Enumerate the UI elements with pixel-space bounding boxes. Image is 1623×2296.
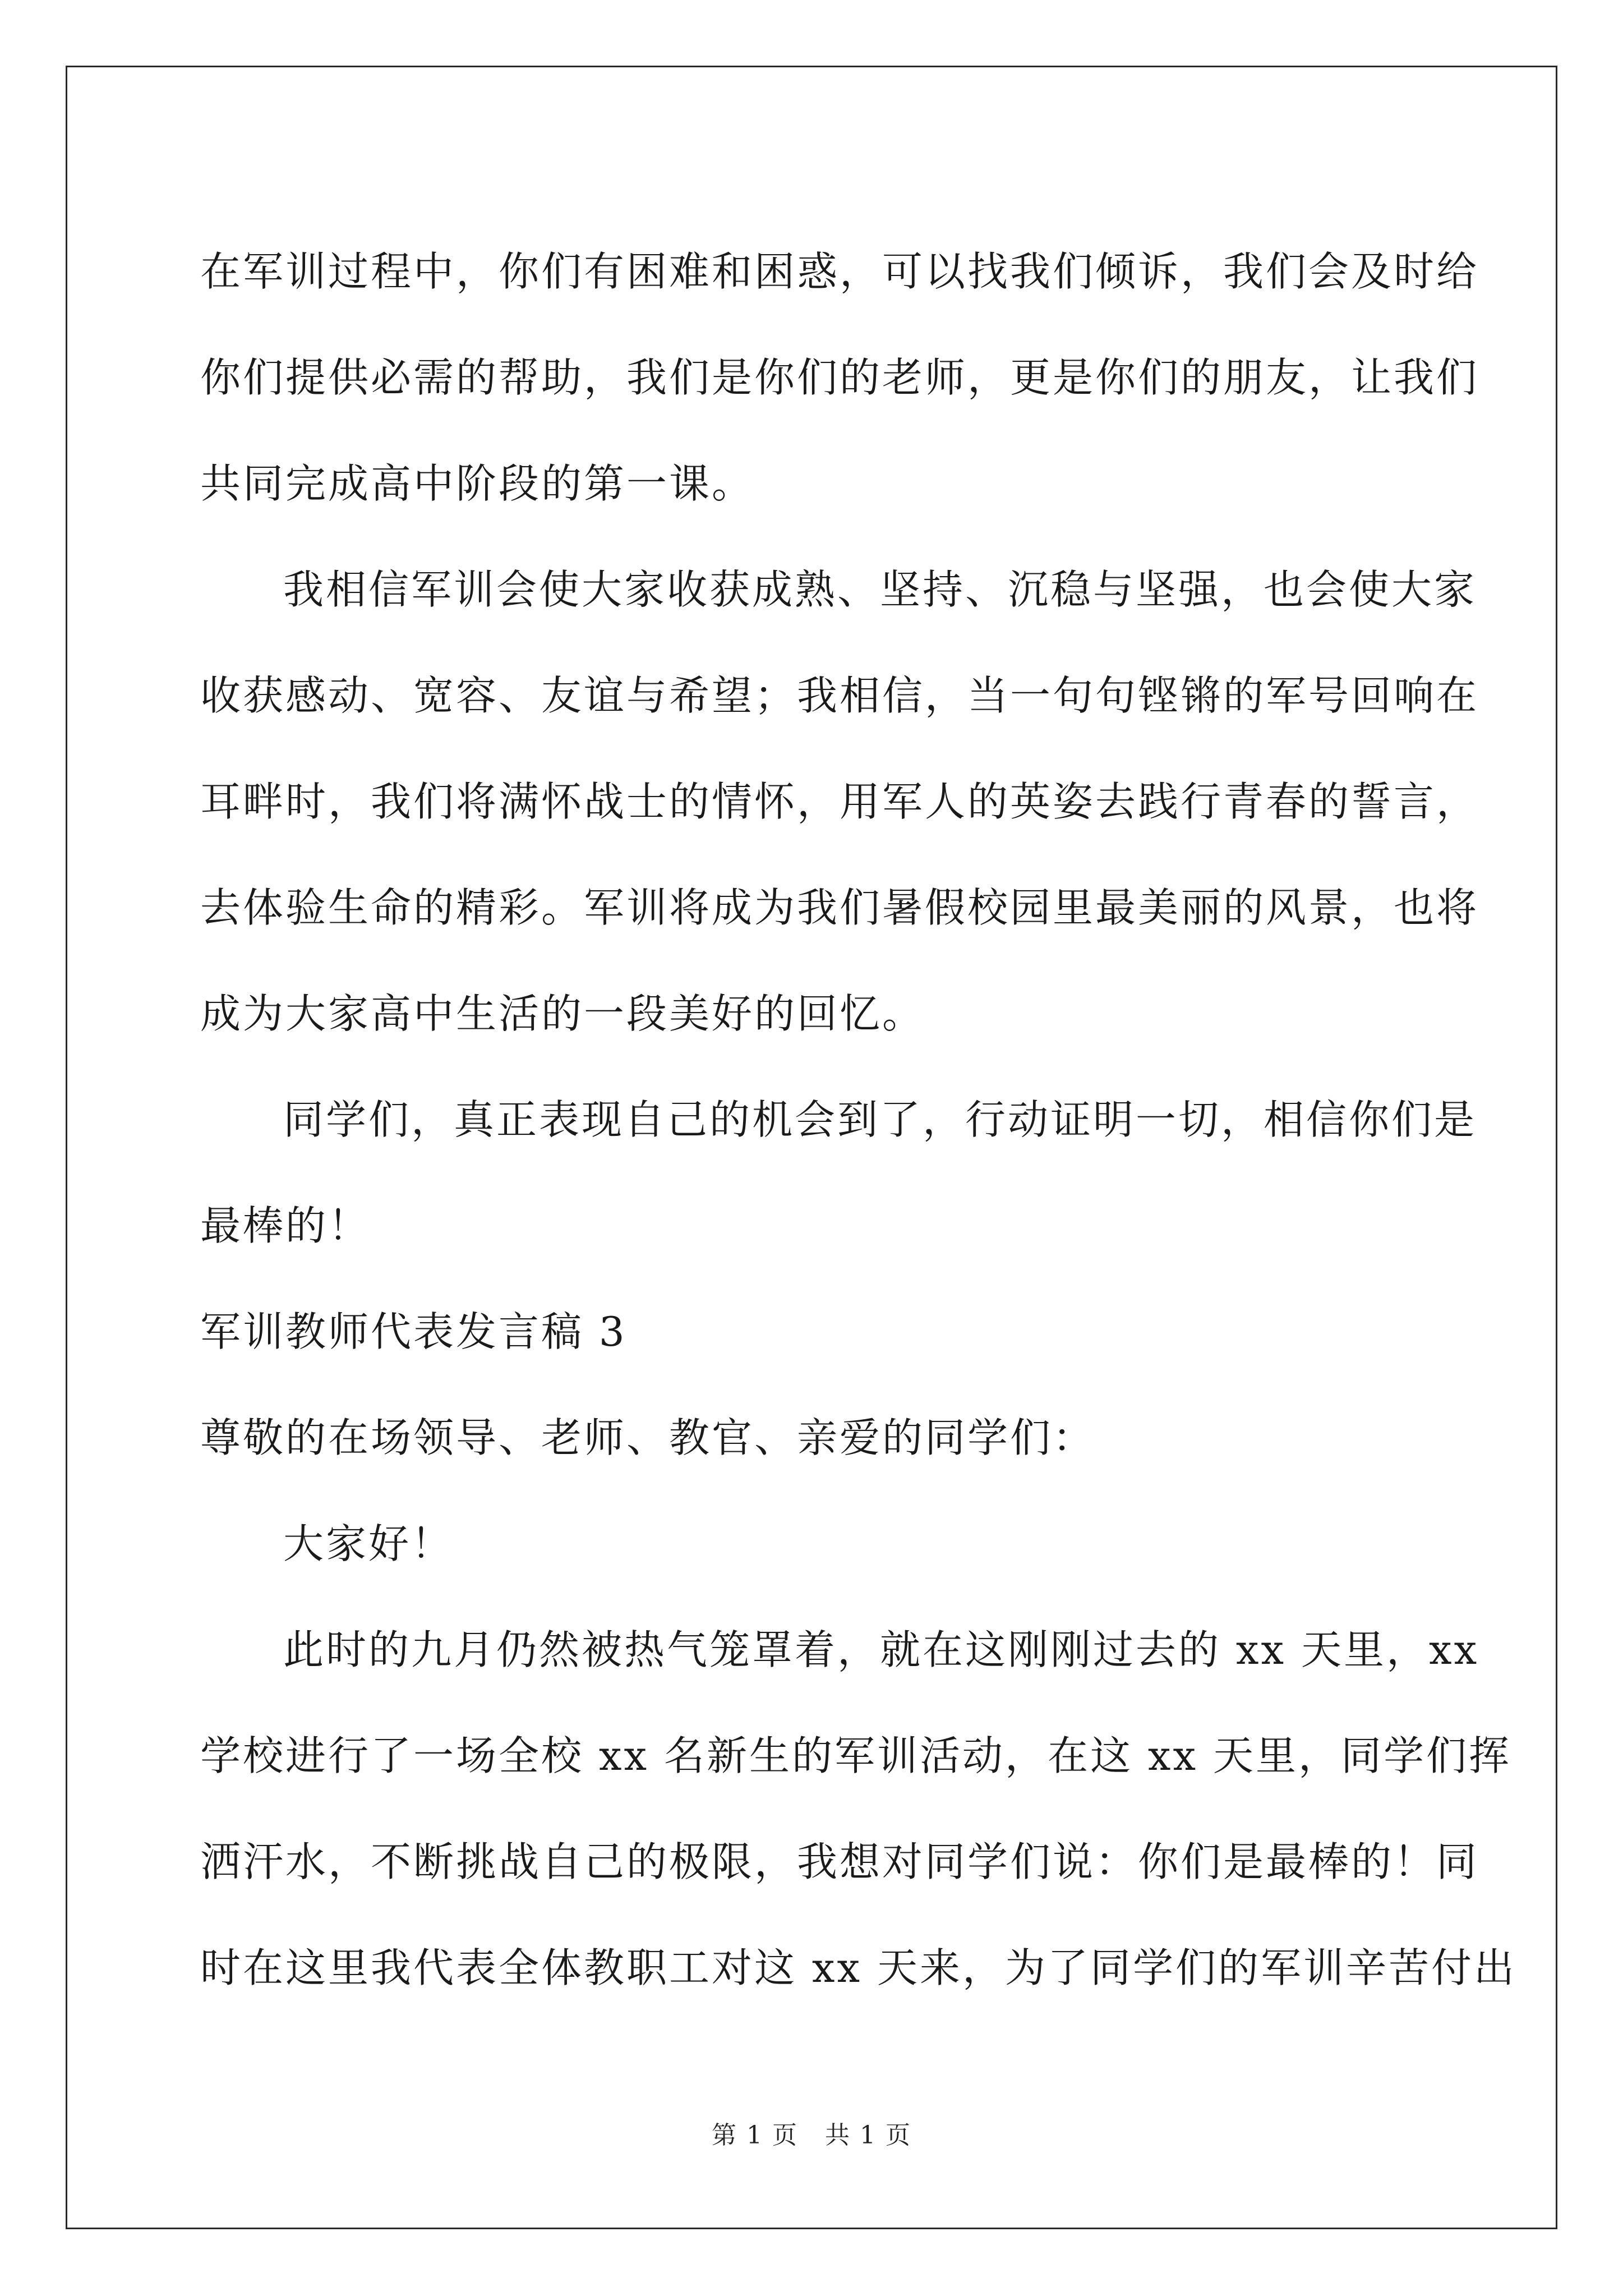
paragraph-line: 成为大家高中生活的一段美好的回忆。 <box>200 990 925 1037</box>
paragraph-line: 我相信军训会使大家收获成熟、坚持、沉稳与坚强，也会使大家 <box>283 566 1477 613</box>
paragraph-line: 收获感动、宽容、友谊与希望；我相信，当一句句铿锵的军号回响在 <box>200 672 1479 719</box>
section-heading: 军训教师代表发言稿 3 <box>200 1308 627 1355</box>
paragraph-line: 此时的九月仍然被热气笼罩着，就在这刚刚过去的 xx 天里，xx <box>283 1626 1479 1673</box>
paragraph-line: 时在这里我代表全体教职工对这 xx 天来，为了同学们的军训辛苦付出 <box>200 1944 1516 1991</box>
document-body <box>200 219 1516 2021</box>
paragraph-line: 在军训过程中，你们有困难和困惑，可以找我们倾诉，我们会及时给 <box>200 248 1479 295</box>
page-footer <box>0 2115 1623 2151</box>
paragraph-line: 你们提供必需的帮助，我们是你们的老师，更是你们的朋友，让我们 <box>200 354 1479 401</box>
greeting: 大家好！ <box>283 1520 454 1567</box>
paragraph-line: 最棒的！ <box>200 1202 371 1249</box>
paragraph-line: 同学们，真正表现自己的机会到了，行动证明一切，相信你们是 <box>283 1096 1477 1143</box>
paragraph-line: 去体验生命的精彩。军训将成为我们暑假校园里最美丽的风景，也将 <box>200 884 1479 931</box>
salutation: 尊敬的在场领导、老师、教官、亲爱的同学们： <box>200 1414 1096 1461</box>
paragraph-line: 共同完成高中阶段的第一课。 <box>200 460 755 507</box>
paragraph-line: 洒汗水，不断挑战自己的极限，我想对同学们说：你们是最棒的！同 <box>200 1838 1479 1885</box>
paragraph-line: 学校进行了一场全校 xx 名新生的军训活动，在这 xx 天里，同学们挥 <box>200 1732 1511 1779</box>
page-number: 第 1 页 共 1 页 <box>712 2121 911 2150</box>
paragraph-line: 耳畔时，我们将满怀战士的情怀，用军人的英姿去践行青春的誓言， <box>200 778 1479 825</box>
